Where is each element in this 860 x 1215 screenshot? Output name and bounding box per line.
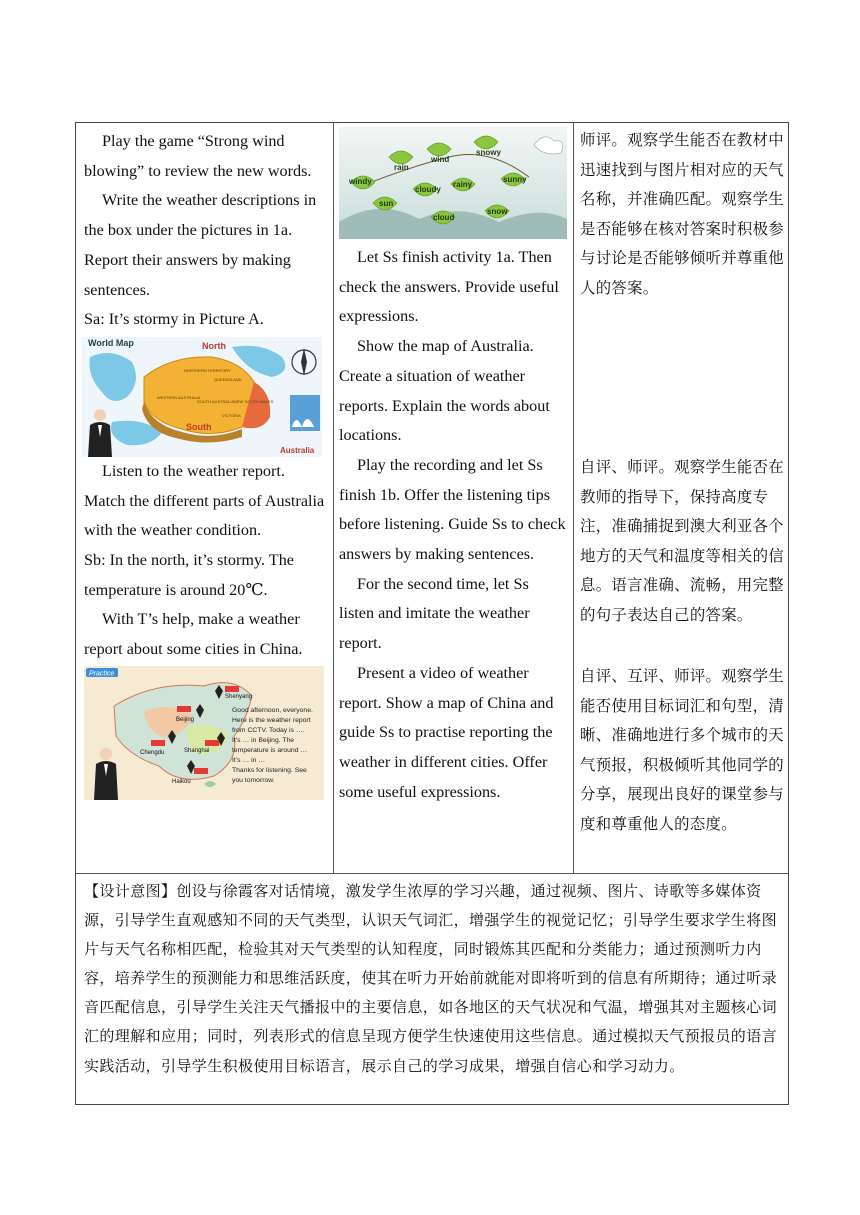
map-region-label: VICTORIA — [222, 412, 241, 418]
leaf-word: sunny — [503, 175, 527, 184]
evaluation-text: 自评、师评。观察学生能否在教师的指导下，保持高度专注，准确捕捉到澳大利亚各个地方的天气和温度等相关的信息。语言准确、流畅，用完整的句子表达自己的答案。 — [580, 458, 784, 624]
weather-leaves-image — [339, 127, 567, 239]
map-region-label: QUEENSLAND — [214, 376, 242, 382]
spacer — [580, 630, 784, 662]
activity-text: With T’s help, make a weather report about some cities in China. — [84, 610, 303, 659]
activity-text: Write the weather descriptions in the box under the pictures in 1a. Report their answers by making sentences. — [84, 191, 317, 299]
practice-city: Beijing — [176, 716, 195, 723]
activity-text: Play the game “Strong wind blowing” to review the new words. — [84, 132, 312, 180]
map-region-label: SOUTH AUSTRALIA — [197, 398, 235, 404]
teacher-activity-column — [339, 127, 567, 807]
leaf-word: cloud — [433, 213, 455, 222]
evaluation-text: 自评、互评、师评。观察学生能否使用目标词汇和句型，清晰、准确地进行多个城市的天气预报，积极倾听其他同学的分享，展现出良好的课堂参与度和尊重他人的态度。 — [580, 667, 784, 833]
teacher-text: Play the recording and let Ss finish 1b. Offer the listening tips before listening. Guide Ss to check answers by making sentences. — [339, 455, 566, 564]
leaf-word: rainy — [453, 180, 473, 189]
student-activity-column — [84, 127, 328, 800]
practice-script-line: Good afternoon, everyone. — [232, 706, 313, 714]
map-region-label: NEW SOUTH WALES — [234, 398, 274, 404]
column-divider — [333, 123, 334, 873]
teacher-text: For the second time, let Ss listen and imitate the weather report. — [339, 574, 530, 653]
australia-map-image — [82, 337, 322, 457]
teacher-text: Let Ss finish activity 1a. Then check the answers. Provide useful expressions. — [339, 248, 559, 326]
practice-city: Shenyang — [225, 693, 253, 700]
practice-title: Practice — [89, 670, 115, 678]
leaf-word: wind — [431, 155, 450, 164]
design-intent: 【设计意图】创设与徐霞客对话情境，激发学生浓厚的学习兴趣，通过视频、图片、诗歌等多媒体资源，引导学生直观感知不同的天气类型，认识天气词汇，增强学生的视觉记忆；引导学生要求学生将图片与天气名称相匹配，检验其对天气类型的认知程度，同时锻炼其匹配和分类能力；通过预测听力内容，培养学生的预测能力和思维活跃度，使其在听力开始前就能对即将听到的信息有所期待；通过听录音匹配信息，引导学生关注天气播报中的主要信息，如各地区的天气状况和气温，增强其对主题核心词汇的理解和应用；同时，列表形式的信息呈现方便学生快速使用这些信息。通过模拟天气预报员的语言实践活动，引导学生积极使用目标语言，展示自己的学习成果，增强自信心和学习动力。 — [84, 882, 778, 1075]
row-divider — [76, 873, 788, 874]
practice-city: Chengdu — [140, 749, 165, 756]
activity-text: Sa: It’s stormy in Picture A. — [84, 310, 264, 329]
practice-script-line: It’s … in Beijing. The — [232, 736, 295, 744]
practice-script-line: temperature is around … — [232, 746, 308, 754]
map-country-label: Australia — [280, 445, 315, 455]
practice-script-line: you tomorrow. — [232, 776, 275, 784]
leaf-word: rain — [394, 163, 409, 172]
teacher-text: Present a video of weather report. Show a map of China and guide Ss to practise reporting the weather in different cities. Offer some useful expressions. — [339, 663, 554, 801]
map-region-label: WESTERN AUSTRALIA — [157, 394, 201, 400]
leaf-word: cloudy — [415, 185, 441, 194]
leaf-word: snowy — [476, 148, 501, 157]
practice-city: Haikou — [172, 778, 191, 785]
column-divider — [573, 123, 574, 873]
practice-script-line: Thanks for listening. See — [232, 766, 307, 774]
practice-script-line: It’s … in … — [232, 756, 266, 764]
spacer — [580, 303, 784, 453]
activity-text: Listen to the weather report. Match the different parts of Australia with the weather condition. — [84, 461, 325, 540]
activity-text: Sb: In the north, it’s stormy. The temperature is around 20℃. — [84, 551, 294, 599]
evaluation-column — [580, 126, 784, 839]
leaf-word: sun — [379, 199, 394, 208]
leaf-word: windy — [349, 177, 372, 186]
evaluation-text: 师评。观察学生能否在教材中迅速找到与图片相对应的天气名称，并准确匹配。观察学生是否能够在核对答案时积极参与讨论是否能够倾听并尊重他人的答案。 — [580, 131, 784, 297]
leaf-word: snow — [487, 207, 508, 216]
map-title: World Map — [88, 337, 134, 348]
teacher-text: Show the map of Australia. Create a situation of weather reports. Explain the words about locations. — [339, 337, 550, 445]
china-practice-image — [84, 666, 324, 800]
practice-script-line: Here is the weather report — [232, 716, 311, 724]
map-south-label: South — [186, 421, 212, 432]
map-region-label: NORTHERN TERRITORY — [184, 367, 231, 373]
practice-script-line: from CCTV. Today is …. — [232, 726, 305, 734]
practice-city: Shanghai — [184, 747, 210, 754]
map-north-label: North — [202, 340, 226, 351]
lesson-table — [75, 122, 789, 1105]
